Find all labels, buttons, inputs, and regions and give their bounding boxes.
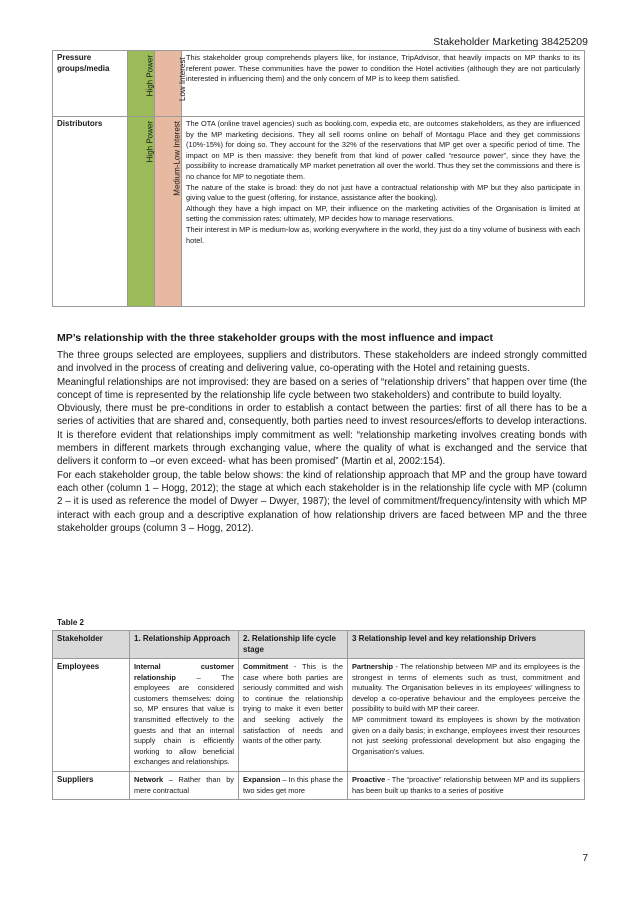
column-header: 2. Relationship life cycle stage (239, 631, 348, 659)
paragraph: For each stakeholder group, the table below shows: the kind of relationship approach that MP and the group have toward each other (column 1 – Hogg, 2012); the stage at which each stakeholder is in the relationship life cycle with MP (column 2 – it is used as reference the model of Dwyer – Dwyer, 1987); the level of commitment/frequency/intensity with which MP interact with each group and a descriptive explanation of how relationship drivers are faced between MP and the three stakeholder groups (column 3 – Hogg, 2012). (57, 469, 587, 534)
interest-cell (155, 51, 187, 117)
lifecycle-term: Commitment (243, 662, 289, 671)
table-row (53, 51, 585, 117)
description-cell (182, 117, 585, 307)
relationship-table-2 (52, 630, 585, 800)
page-number: 7 (582, 853, 588, 864)
description-cell: This stakeholder group comprehends players like, for instance, TripAdvisor, that heavily impacts on MP thanks to its referent power. These communities have the power to condition the Hotel activities (although they are not particularly interested in influencing them) and the only concern of MP is to keep them satisfied. (182, 51, 585, 117)
interest-label: Low Interest (178, 57, 187, 101)
description-para: Their interest in MP is medium-low as, working everywhere in the world, they just do a tiny volume of business with each hotel. (186, 224, 580, 245)
paragraph: Meaningful relationships are not improvised: they are based on a series of “relationship drivers” that happen over time (the concept of time is represented by the relationship life cycle between two stakeholders) and contribute to build loyalty. (57, 376, 587, 401)
paragraph: Obviously, there must be pre-conditions in order to establish a contact between the parties: first of all there has to be a series of activities that are shared and, consequently, both parties need to invest resources/efforts to develop interactions. It is therefore evident that relationships imply commitment as well: “relationship marketing involves creating bonds with members in different markets through exchanging value, where the quality of what is exchanged and the service that delivers it conform to –or even exceed- what has been promised” (Martin et al, 2002:154). (57, 403, 587, 468)
power-cell (128, 51, 155, 117)
stakeholder-table-1 (52, 50, 585, 307)
approach-text: – Rather than by mere contractual (134, 774, 234, 795)
stakeholder-cell: Distributors (53, 117, 128, 307)
stakeholder-cell: Suppliers (53, 771, 130, 799)
section-title: MP’s relationship with the three stakeholder groups with the most influence and impact (57, 332, 494, 344)
table-row (53, 117, 585, 307)
approach-cell (130, 771, 239, 799)
stakeholder-cell: Pressure groups/media (53, 51, 128, 117)
table-row (53, 771, 585, 799)
drivers-cell (348, 771, 585, 799)
power-cell (128, 117, 155, 307)
drivers-term: Proactive (352, 774, 386, 784)
table-row (53, 659, 585, 772)
lifecycle-term: Expansion (243, 774, 281, 784)
column-header: Stakeholder (53, 631, 130, 659)
description-para: Although they have a high impact on MP, their influence on the marketing activities of the Organisation is limited at setting the commission rates: ultimately, MP decides how to manage reservations. (186, 203, 580, 224)
interest-label: Medium-Low Interest (172, 121, 182, 196)
table-header-row (53, 631, 585, 659)
column-header: 1. Relationship Approach (130, 631, 239, 659)
interest-cell (155, 117, 182, 307)
lifecycle-cell (239, 659, 348, 772)
power-label: High Power (145, 121, 155, 163)
column-header: 3 Relationship level and key relationship Drivers (348, 631, 585, 659)
description-para: The OTA (online travel agencies) such as booking.com, expedia etc, are outcomes stakeholders, as they are influenced by the MP marketing decisions. They all sell rooms online on behalf of Montagu Place and they get commissions (10%-15%) for doing so. They account for the 32% of the reservations that MP get over a specific period of time. The impact on MP is then massive: they benefit from that kind of power called “resource power”, since they have the possibility to increase dramatically MP market penetration all over the world. Thus they set the commissions and there is no chance for MP to negotiate them. (186, 119, 580, 181)
running-header: Stakeholder Marketing 38425209 (433, 36, 588, 48)
lifecycle-cell (239, 771, 348, 799)
description-para: The nature of the stake is broad: they do not just have a contractual relationship with MP but they also participate in giving value to the guest (offering, for instance, assistance after the booking). (186, 182, 580, 203)
drivers-text: - The “proactive” relationship between MP and its suppliers has been built up thanks to a series of positive (352, 774, 580, 795)
power-label: High Power (145, 55, 155, 97)
drivers-text: MP commitment toward its employees is shown by the motivation given on a daily basis; in exchange, employees invest their resources not just seeking professional development but also engaging the Organisation’s values. (352, 714, 580, 756)
approach-term: Network (134, 774, 164, 784)
table-caption: Table 2 (57, 618, 84, 627)
lifecycle-text: – In this phase the two sides get more (243, 774, 343, 795)
approach-term: Internal customer relationship (134, 662, 234, 682)
body-text (57, 349, 587, 535)
stakeholder-cell: Employees (53, 659, 130, 772)
lifecycle-text: - This is the case where both parties are seriously committed and wish to continue the relationship trying to make it even better and seeking actively the satisfaction of needs and wants of the other party. (243, 662, 343, 746)
approach-text: – The employees are considered customers themselves: doing so, MP ensures that value is transmitted effectively to the guests and that an internal supply chain is efficiently working to allow beneficial exchanges and relationships. (134, 672, 234, 767)
approach-cell (130, 659, 239, 772)
drivers-term: Partnership (352, 662, 394, 671)
drivers-cell (348, 659, 585, 772)
drivers-text: - The relationship between MP and its employees is the strongest in terms of elements such as trust, commitment and mutuality. The Organisation believes in its employees’ willingness to develop a co-operative behaviour and the employees perceive the possibility to build with MP their career. (352, 662, 580, 714)
paragraph: The three groups selected are employees, suppliers and distributors. These stakeholders are indeed strongly committed and involved in the process of creating and delivering value, co-operating with the Hotel and retaining guests. (57, 350, 587, 375)
